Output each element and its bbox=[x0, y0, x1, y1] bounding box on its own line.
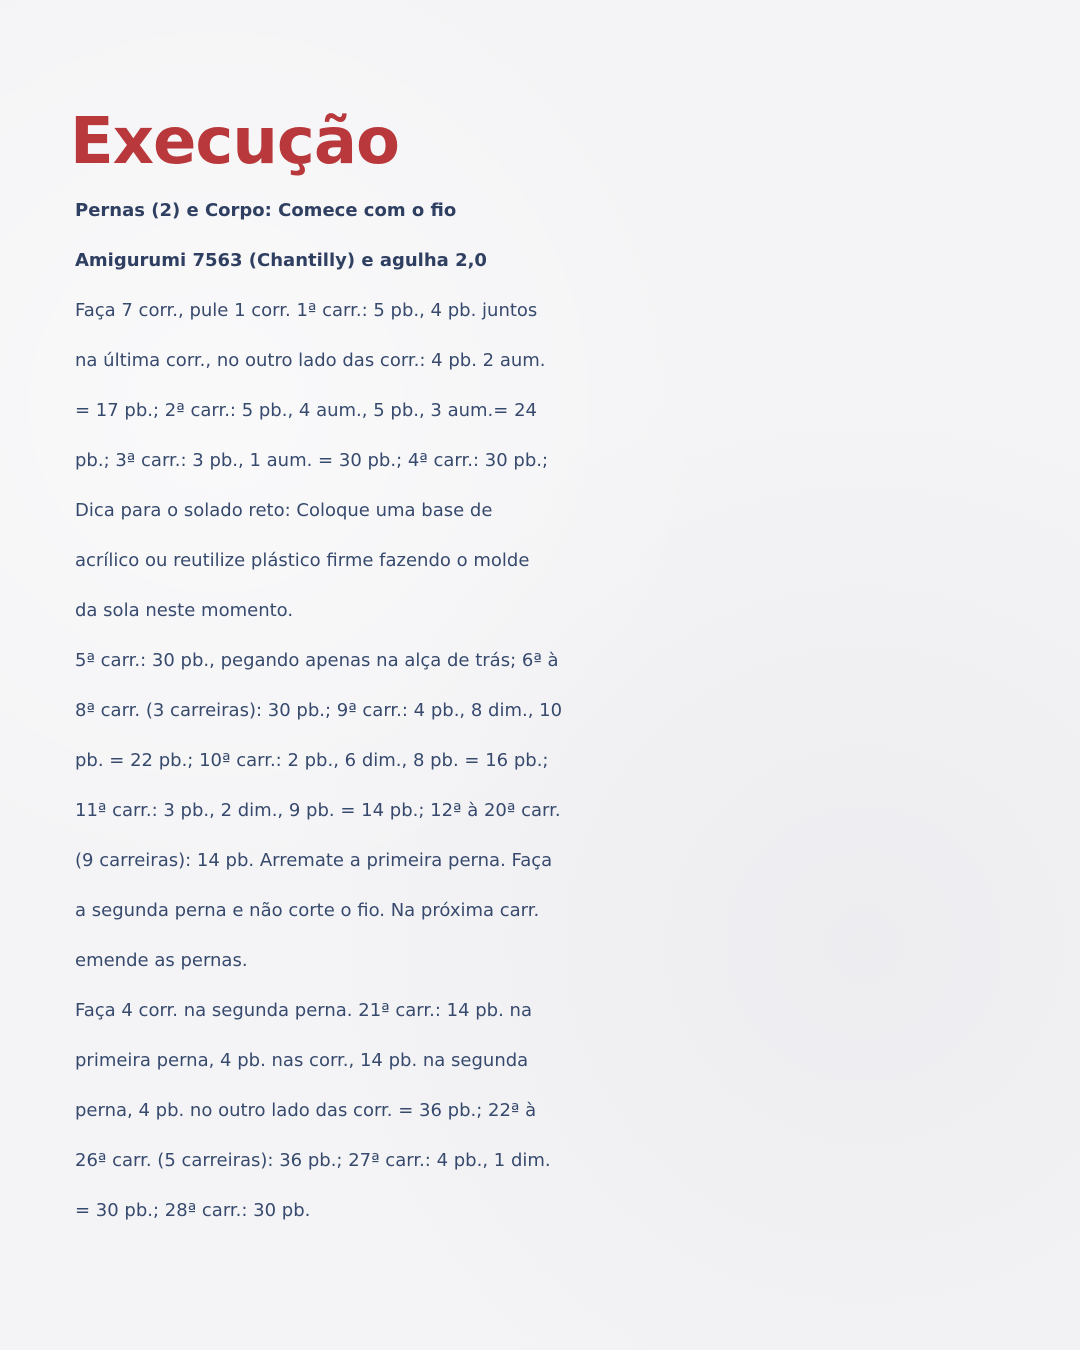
body-line: = 30 pb.; 28ª carr.: 30 pb. bbox=[75, 1200, 311, 1221]
body-line: da sola neste momento. bbox=[75, 600, 294, 621]
body-line: emende as pernas. bbox=[75, 950, 248, 971]
body-line: a segunda perna e não corte o fio. Na próxima carr. bbox=[75, 900, 540, 921]
body-line: perna, 4 pb. no outro lado das corr. = 36 pb.; 22ª à bbox=[75, 1100, 537, 1121]
body-line: Dica para o solado reto: Coloque uma base de bbox=[75, 500, 493, 521]
body-line: pb. = 22 pb.; 10ª carr.: 2 pb., 6 dim., 8 pb. = 16 pb.; bbox=[75, 750, 549, 771]
body-line: acrílico ou reutilize plástico firme fazendo o molde bbox=[75, 550, 530, 571]
body-line: 5ª carr.: 30 pb., pegando apenas na alça de trás; 6ª à bbox=[75, 650, 559, 671]
body-line: 11ª carr.: 3 pb., 2 dim., 9 pb. = 14 pb.; 12ª à 20ª carr. bbox=[75, 800, 561, 821]
subtitle-line: Pernas (2) e Corpo: Comece com o fio bbox=[75, 200, 457, 221]
body-line: na última corr., no outro lado das corr.: 4 pb. 2 aum. bbox=[75, 350, 546, 371]
body-line: Faça 4 corr. na segunda perna. 21ª carr.: 14 pb. na bbox=[75, 1000, 532, 1021]
body-line: Faça 7 corr., pule 1 corr. 1ª carr.: 5 pb., 4 pb. juntos bbox=[75, 300, 538, 321]
body-line: 8ª carr. (3 carreiras): 30 pb.; 9ª carr.: 4 pb., 8 dim., 10 bbox=[75, 700, 563, 721]
page-title: Execução bbox=[70, 105, 399, 179]
body-line: (9 carreiras): 14 pb. Arremate a primeira perna. Faça bbox=[75, 850, 553, 871]
body-line: = 17 pb.; 2ª carr.: 5 pb., 4 aum., 5 pb., 3 aum.= 24 bbox=[75, 400, 537, 421]
body-line: pb.; 3ª carr.: 3 pb., 1 aum. = 30 pb.; 4ª carr.: 30 pb.; bbox=[75, 450, 549, 471]
body-line: 26ª carr. (5 carreiras): 36 pb.; 27ª carr.: 4 pb., 1 dim. bbox=[75, 1150, 551, 1171]
instructions bbox=[75, 186, 1015, 1236]
subtitle-line: Amigurumi 7563 (Chantilly) e agulha 2,0 bbox=[75, 250, 487, 271]
body-line: primeira perna, 4 pb. nas corr., 14 pb. na segunda bbox=[75, 1050, 529, 1071]
